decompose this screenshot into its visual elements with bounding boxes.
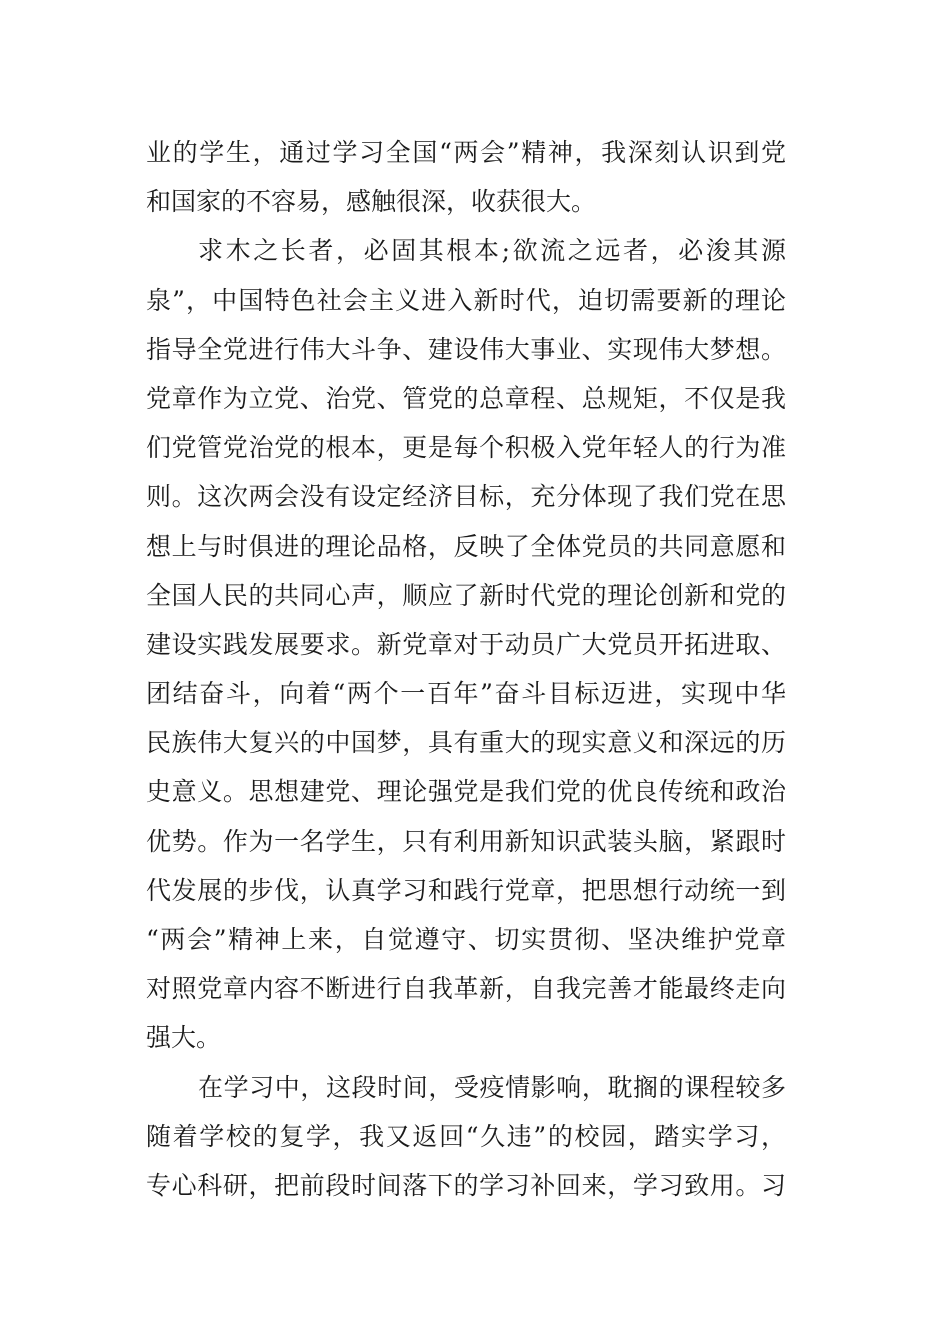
text-line: 指导全党进行伟大斗争、建设伟大事业、实现伟大梦想。	[146, 334, 786, 364]
text-line: 在学习中，这段时间，受疫情影响，耽搁的课程较多	[198, 1072, 786, 1102]
text-line: “两会”精神上来，自觉遵守、切实贯彻、坚决维护党章	[146, 925, 786, 954]
text-line: 强大。	[146, 1023, 222, 1053]
text-line: 想上与时俱进的理论品格，反映了全体党员的共同意愿和	[146, 531, 786, 561]
text-line: 党章作为立党、治党、管党的总章程、总规矩，不仅是我	[146, 383, 786, 413]
paragraph-3	[146, 1063, 786, 1211]
paragraph-2	[146, 226, 786, 1062]
text-line: 专心科研，把前段时间落下的学习补回来，学习致用。习	[146, 1170, 786, 1200]
text-line: 们党管党治党的根本，更是每个积极入党年轻人的行为准	[146, 433, 786, 463]
text-line: 和国家的不容易，感触很深，收获很大。	[146, 187, 597, 217]
text-line: 团结奋斗，向着“两个一百年”奋斗目标迈进，实现中华	[146, 679, 786, 709]
text-line: 史意义。思想建党、理论强党是我们党的优良传统和政治	[146, 777, 786, 807]
text-line: 民族伟大复兴的中国梦，具有重大的现实意义和深远的历	[146, 728, 786, 758]
text-line: 全国人民的共同心声，顺应了新时代党的理论创新和党的	[146, 580, 786, 610]
text-line: 建设实践发展要求。新党章对于动员广大党员开拓进取、	[146, 629, 786, 659]
document-body	[146, 128, 786, 1210]
text-line: 随着学校的复学，我又返回“久违”的校园，踏实学习，	[146, 1121, 786, 1151]
text-line: 业的学生，通过学习全国“两会”精神，我深刻认识到党	[146, 138, 786, 167]
text-line: 泉”，中国特色社会主义进入新时代，迫切需要新的理论	[146, 285, 786, 315]
text-line: 对照党章内容不断进行自我革新，自我完善才能最终走向	[146, 974, 786, 1004]
paragraph-1	[146, 128, 786, 226]
text-line: 代发展的步伐，认真学习和践行党章，把思想行动统一到	[146, 875, 786, 905]
text-line: 则。这次两会没有设定经济目标，充分体现了我们党在思	[146, 482, 786, 512]
text-line: 优势。作为一名学生，只有利用新知识武装头脑，紧跟时	[146, 826, 786, 856]
text-line: 求木之长者，必固其根本;欲流之远者，必浚其源	[198, 236, 786, 266]
